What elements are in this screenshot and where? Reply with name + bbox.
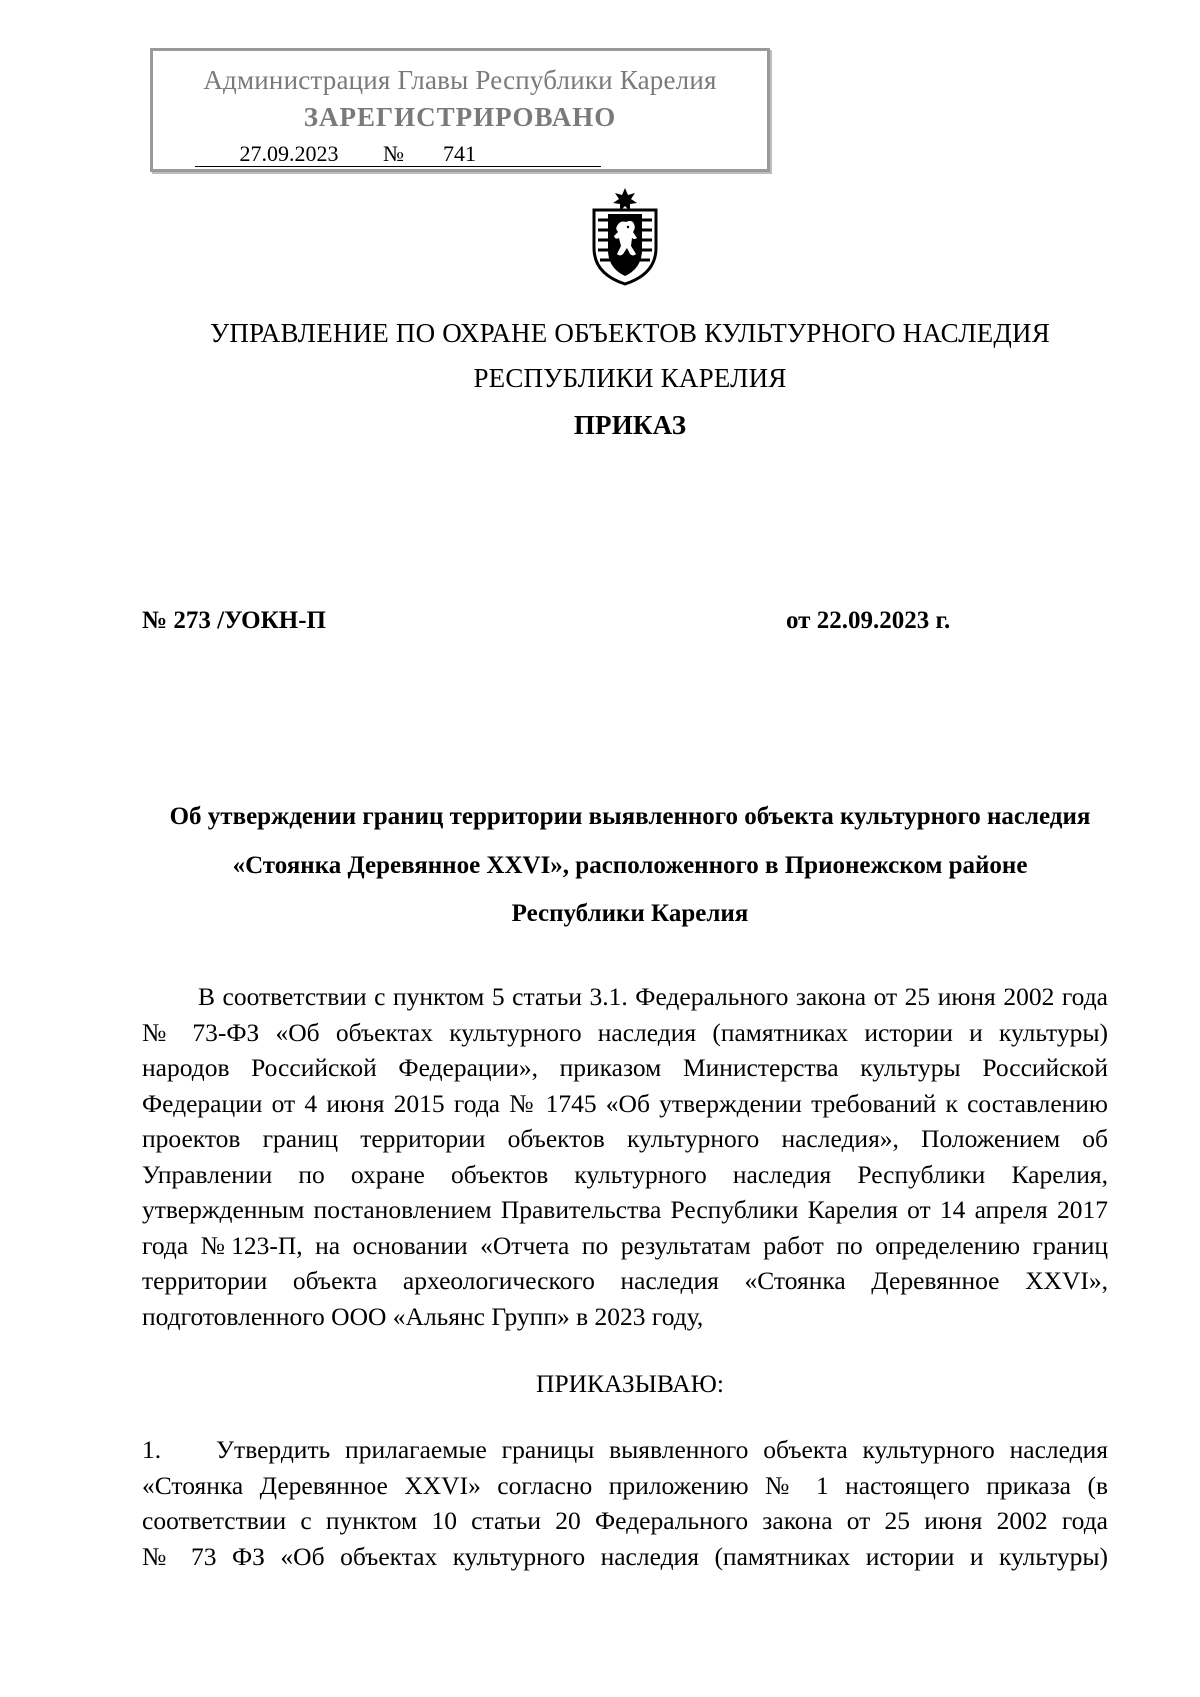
preamble-line: года №123-П, на основании «Отчета по результатам работ по определению границ — [142, 1230, 1108, 1260]
stamp-status: ЗАРЕГИСТРИРОВАНО — [303, 102, 617, 132]
preamble-line: № 73-ФЗ «Об объектах культурного наследия (памятниках истории и культуры) — [142, 1017, 1108, 1047]
stamp-organization: Администрация Главы Республики Карелия — [203, 65, 717, 95]
preamble-line: Управлении по охране объектов культурного наследия Республики Карелия, — [142, 1159, 1108, 1189]
order-date: от 22.09.2023 г. — [786, 607, 951, 634]
document-type: ПРИКАЗ — [573, 410, 687, 440]
preamble-paragraph — [142, 979, 1108, 1334]
preamble-line: подготовленного ООО «Альянс Групп» в 2023 году, — [142, 1301, 704, 1331]
order-item-line: № 73 ФЗ «Об объектах культурного наследия (памятниках истории и культуры) — [142, 1541, 1108, 1571]
document-title-line1: Об утверждении границ территории выявленного объекта культурного наследия — [169, 803, 1091, 830]
document-title-line3: Республики Карелия — [511, 900, 749, 927]
preamble-line: народов Российской Федерации», приказом Министерства культуры Российской — [142, 1053, 1108, 1082]
registration-stamp — [150, 48, 770, 172]
stamp-number-label: № — [383, 142, 413, 167]
document-title-line2: «Стоянка Деревянное XXVI», расположенного в Прионежском районе — [232, 852, 1028, 879]
preamble-line: территории объекта археологического наследия «Стоянка Деревянное XXVI», — [142, 1266, 1108, 1295]
order-item — [142, 1432, 1108, 1574]
order-item-number: 1. — [142, 1435, 162, 1464]
preamble-line: В соответствии с пунктом 5 статьи 3.1. Федерального закона от 25 июня 2002 года — [198, 982, 1108, 1011]
order-number: № 273 /УОКН-П — [142, 607, 326, 634]
decree-word: ПРИКАЗЫВАЮ: — [536, 1369, 724, 1398]
preamble-line: утвержденным постановлением Правительства Республики Карелия от 14 апреля 2017 — [142, 1195, 1108, 1224]
preamble-line: Федерации от 4 июня 2015 года № 1745 «Об утверждении требований к составлению — [142, 1088, 1108, 1118]
stamp-registration-line — [195, 141, 601, 167]
karelia-coat-of-arms-icon — [584, 186, 666, 286]
order-item-line: «Стоянка Деревянное XXVI» согласно приложению № 1 настоящего приказа (в — [142, 1470, 1108, 1500]
preamble-line: проектов границ территории объектов культурного наследия», Положением об — [142, 1124, 1108, 1153]
organization-name-line1: УПРАВЛЕНИЕ ПО ОХРАНЕ ОБЪЕКТОВ КУЛЬТУРНОГО НАСЛЕДИЯ — [210, 318, 1050, 348]
organization-name-line2: РЕСПУБЛИКИ КАРЕЛИЯ — [473, 363, 787, 393]
order-item-text: Утвердить прилагаемые границы выявленного объекта культурного наследия — [216, 1435, 1108, 1464]
stamp-number: 741 — [413, 142, 601, 167]
stamp-date: 27.09.2023 — [195, 142, 383, 167]
order-item-line: соответствии с пунктом 10 статьи 20 Федерального закона от 25 июня 2002 года — [142, 1506, 1108, 1535]
order-item-line — [142, 1432, 1108, 1468]
